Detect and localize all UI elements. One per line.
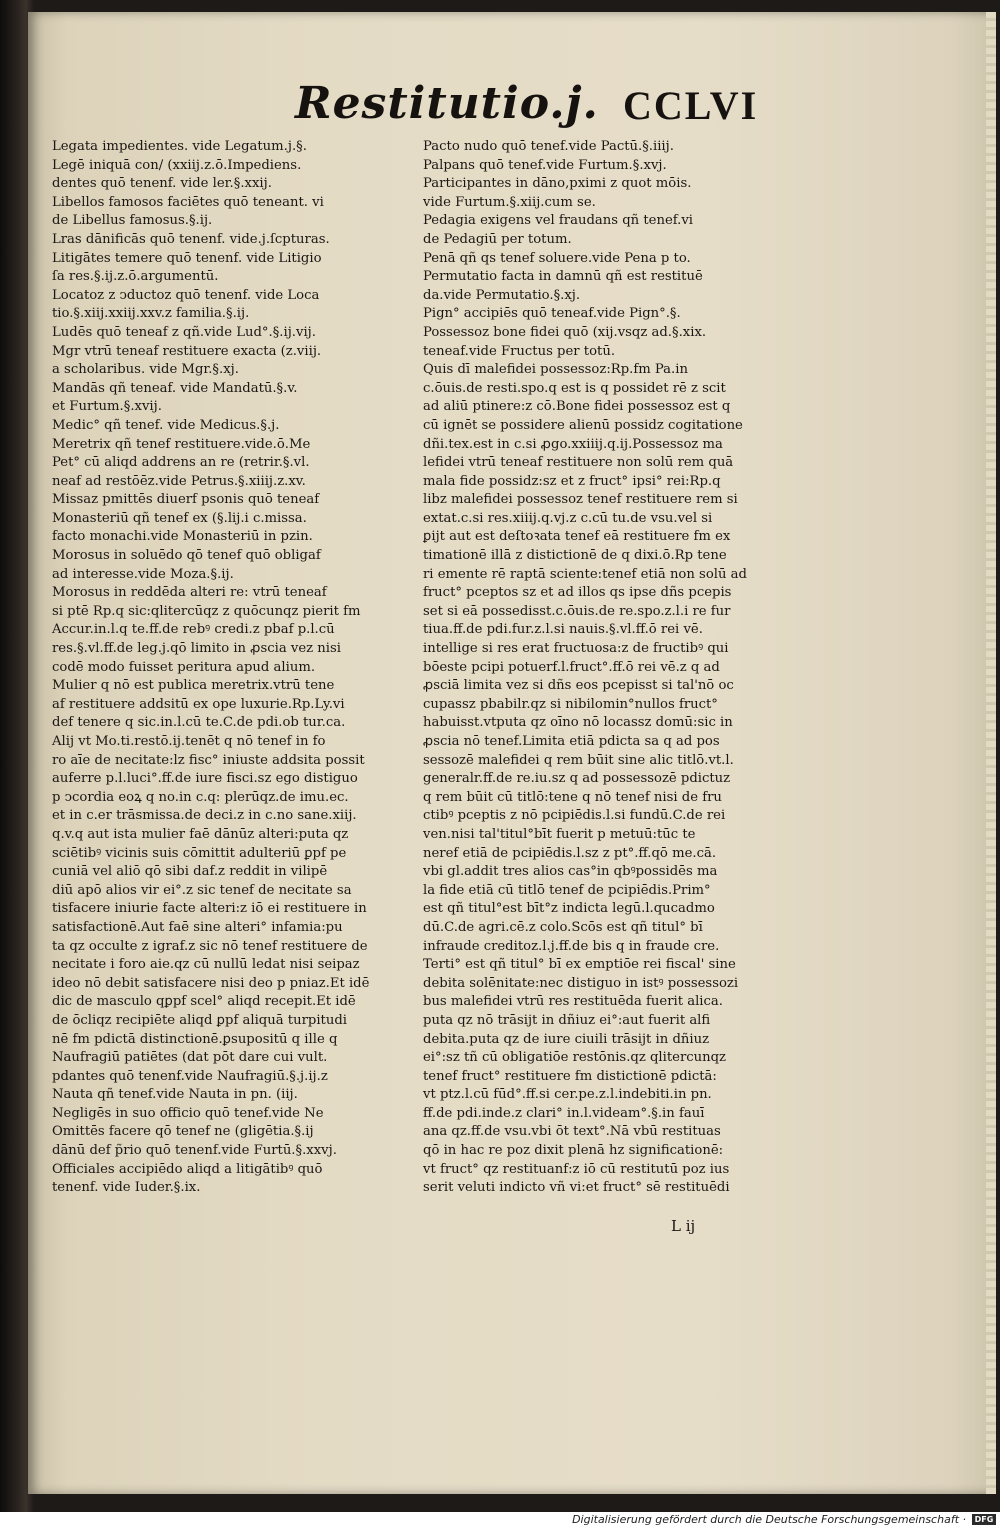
text-line: Alij vt Mo.ti.restō.ij.tenēt q nō tenef in fo [52,734,326,749]
right-column [423,138,768,1198]
text-line: et Furtum.§.xvij. [52,399,162,415]
text-line: sciētibꝰ vicinis suis cōmittit adulteriū ꝑpf pe [52,845,347,861]
text-line: si ptē Rp.q sic:qlitercūqz z quōcunqz pierit fm [52,603,361,619]
signature-mark: L ij [671,1217,696,1235]
folio-number: CCLVI [623,83,759,128]
left-column [52,138,427,1198]
text-line: fruct° pceptos sz et ad illos qs ipse dñs pcepis [423,585,732,601]
text-line: qō in hac re poz dixit plenā hz significationē: [423,1143,724,1159]
dfg-logo: DFG [972,1514,996,1525]
text-line: cū ignēt se possidere alienū possidz cogitatione [423,417,743,433]
text-line: vbi gl.addit tres alios cas°in qbꝰpossidēs ma [423,864,718,880]
text-line: Morosus in soluēdo qō tenef quō obligaf [52,548,321,564]
text-line: Negligēs in suo officio quō tenef.vide Ne [52,1105,324,1121]
text-line: dñi.tex.est in c.si ꝓgo.xxiiij.q.ij.Possessoz ma [423,436,723,452]
text-line: c.ōuis.de resti.spo.q est is q possidet rē z scit [423,380,726,396]
text-line: ei°:sz tñ cū obligatiōe restōnis.qz qlitercunqz [423,1050,727,1066]
text-line: Pign° accipiēs quō teneaf.vide Pign°.§. [423,306,681,322]
text-line: de ōcliqz recipiēte aliqd ꝑpf aliquā turpitudi [52,1012,348,1028]
text-line: libz malefidei possessoz tenef restituere rem si [423,492,738,508]
text-line: p ↄcordia eoꝝ q no.in c.q: plerūqz.de imu.ec. [52,789,349,805]
text-line: q rem būit cū titlō:tene q nō tenef nisi de fru [423,789,722,805]
text-line: Terti° est qñ titul° bī ex emptiōe rei fiscal' sine [423,957,736,973]
text-line: Mandās qñ teneaf. vide Mandatū.§.v. [52,380,298,396]
text-line: Penā qñ qs tenef soluere.vide Pena p to. [423,250,691,266]
text-line: Omittēs facere qō tenef ne (gligētia.§.ij [52,1124,314,1140]
text-line: Nauta qñ tenef.vide Nauta in pn. (iij. [52,1087,298,1103]
text-line: dic de masculo qꝑpf scel° aliqd recepit.Et idē [52,994,356,1010]
text-line: ven.nisi tal'titul°bīt fuerit p metuū:tūc te [423,826,696,842]
text-line: Pet° cū aliqd addrens an re (retrir.§.vl. [52,455,310,471]
text-line: tiua.ff.de pdi.fur.z.l.si nauis.§.vl.ff.ō rei vē. [423,622,703,638]
text-line: Mulier q nō est publica meretrix.vtrū tene [52,678,335,694]
text-line: dū.C.de agri.cē.z colo.Scōs est qñ titul° bī [423,919,703,935]
text-line: habuisst.vtputa qz oīno nō locassz domū:sic in [423,715,733,731]
text-line: satisfactionē.Aut faē sine alteri° infamia:pu [52,919,343,935]
text-line: Pedagia exigens vel fraudans qñ tenef.vi [423,213,694,229]
text-line: da.vide Permutatio.§.xj. [423,287,581,303]
text-line: Medic° qñ tenef. vide Medicus.§.j. [52,417,280,433]
text-line: lefidei vtrū teneaf restituere non solū rem quā [423,455,734,471]
footer-bar [0,1512,1000,1527]
text-line: set si eā possedisst.c.ōuis.de re.spo.z.l.i re fur [423,603,731,619]
text-line: Locatoz z ↄductoz quō tenenf. vide Loca [52,287,320,303]
text-line: Possessoz bone fidei quō (xij.vsqz ad.§.xix. [423,324,707,340]
text-line: debita.puta qz de iure ciuili trāsijt in dñiuz [423,1031,710,1047]
text-line: ꝓscia nō tenef.Limita etiā pdicta sa q ad pos [423,734,720,749]
text-line: ff.de pdi.inde.z clari° in.l.videam°.§.in fauī [423,1105,705,1121]
text-line: def tenere q sic.in.l.cū te.C.de pdi.ob tur.ca. [52,715,346,731]
text-line: debita solēnitate:nec distiguo in istꝰ possessozi [423,975,739,991]
text-line: Monasteriū qñ tenef ex (§.lij.i c.missa. [52,510,307,526]
text-line: Morosus in reddēda alteri re: vtrū teneaf [52,585,327,601]
text-line: Libellos famosos faciētes quō teneant. vi [52,194,324,210]
text-line: ana qz.ff.de vsu.vbi ōt text°.Nā vbū restituas [423,1124,721,1140]
page-header [28,78,990,138]
text-line: ri emente rē raptā sciente:tenef etiā non solū ad [423,566,747,582]
text-line: dentes quō tenenf. vide ler.§.xxij. [52,176,272,192]
text-line: generalr.ff.de re.iu.sz q ad possessozē pdictuz [423,771,731,787]
text-line: timationē illā z distictionē de q dixi.ō.Rp tene [423,548,727,564]
text-line: ad aliū ptinere:z cō.Bone fidei possessoz est q [423,399,731,415]
text-line: Accur.in.l.q te.ff.de rebꝰ credi.z pbaf p.l.cū [52,622,335,638]
text-line: infraude creditoz.l.j.ff.de bis q in fraude cre. [423,938,720,954]
text-line: et in c.er trāsmissa.de deci.z in c.no sane.xiij. [52,808,357,824]
running-title: Restitutio.j. [295,78,599,129]
text-line: tenef fruct° restituere fm distictionē pdictā: [423,1068,717,1084]
text-line: Missaz pmittēs diuerf psonis quō teneaf [52,492,320,508]
text-line: ad interesse.vide Moza.§.ij. [52,566,234,582]
text-line: de Libellus famosus.§.ij. [52,213,213,229]
text-line: sessozē malefidei q rem būit sine alic titlō.vt.l. [423,752,734,768]
text-line: serit veluti indicto vñ vi:et fruct° sē restituēdi [423,1180,730,1196]
text-line: ſa res.§.ij.z.ō.argumentū. [52,269,219,285]
text-line: vt fruct° qz restituanf:z iō cū restitutū poz ius [423,1161,730,1177]
text-line: Officiales accipiēdo aliqd a litigātibꝰ quō [52,1161,323,1177]
text-line: pdantes quō tenenf.vide Naufragiū.§.j.ij.z [52,1068,328,1084]
text-line: tio.§.xiij.xxiij.xxv.z familia.§.ij. [52,306,250,322]
text-line: Litigātes temere quō tenenf. vide Litigio [52,250,322,266]
text-line: necitate i foro aie.qz cū nullū ledat nisi seipaz [52,957,360,973]
text-line: ctibꝰ pceptis z nō pcipiēdis.l.si fundū.C.de rei [423,808,726,824]
text-line: facto monachi.vide Monasteriū in pzin. [52,529,313,545]
text-line: puta qz nō trāsijt in dñiuz ei°:aut fuerit alfi [423,1012,711,1028]
text-line: Mgr vtrū teneaf restituere exacta (z.viij. [52,343,322,359]
text-line: ideo nō debit satisfacere nisi deo p pniaz.Et idē [52,975,370,991]
text-line: est qñ titul°est bīt°z indicta legū.l.qucadmo [423,901,715,917]
text-line: cuniā vel aliō qō sibi daf.z reddit in vilipē [52,864,328,880]
text-line: af restituere addsitū ex ope luxurie.Rp.Ly.vi [52,696,345,712]
text-line: Participantes in dāno,pximi z quot mōis. [423,176,692,192]
text-line: diū apō alios vir ei°.z sic tenef de necitate sa [52,882,352,898]
text-line: teneaf.vide Fructus per totū. [423,343,616,359]
text-line: tenenf. vide Iuder.§.ix. [52,1180,201,1196]
text-line: Lras dānificās quō tenenf. vide.j.ſcpturas. [52,231,330,247]
text-line: Quis dī malefidei possessoz:Rp.fm Pa.in [423,362,688,378]
text-line: mala fide possidz:sz et z fruct° ipsi° rei:Rp.q [423,473,721,489]
text-line: nē fm pdictā distinctionē.ꝑsupositū q ille q [52,1031,338,1047]
text-line: la fide etiā cū titlō tenef de pcipiēdis.Prim° [423,882,711,898]
text-line: ꝓsciā limita vez si dñs eos pcepisst si tal'nō oc [423,678,734,694]
text-line: dānū def p̃rio quō tenenf.vide Furtū.§.xxvj. [52,1143,337,1159]
text-line: res.§.vl.ff.de leg.j.qō limito in ꝓscia vez nisi [52,641,341,657]
text-line: Meretrix qñ tenef restituere.vide.ō.Me [52,436,311,452]
text-line: Permutatio facta in damnū qñ est restituē [423,269,703,285]
text-line: q.v.q aut ista mulier faē dānūz alteri:puta qz [52,826,349,842]
text-line: Ludēs quō teneaf z qñ.vide Lud°.§.ij.vij. [52,324,316,340]
text-line: bōeste pcipi potuerf.l.fruct°.ff.ō rei vē.z q ad [423,659,720,675]
text-line: codē modo fuisset peritura apud alium. [52,659,316,675]
text-line: de Pedagiū per totum. [423,231,572,247]
text-line: ro aīe de necitate:lz fisc° iniuste addsita possit [52,752,365,768]
text-line: Pacto nudo quō tenef.vide Pactū.§.iiij. [423,139,674,154]
text-line: Legē iniquā con∕ (xxiij.z.ō.Impediens. [52,157,302,173]
text-line: neaf ad restōēz.vide Petrus.§.xiiij.z.xv. [52,473,306,489]
text-line: ta qz occulte z igraf.z sic nō tenef restituere de [52,938,368,954]
text-line: vide Furtum.§.xiij.cum se. [423,194,596,210]
text-line: vt ptz.l.cū fūd°.ff.si cer.pe.z.l.indebiti.in pn. [423,1087,712,1103]
text-line: neref etiā de pcipiēdis.l.sz z pt°.ff.qō me.cā. [423,845,717,861]
text-line: auferre p.l.luci°.ff.de iure fisci.sz ego distiguo [52,771,358,787]
text-line: Palpans quō tenef.vide Furtum.§.xvj. [423,157,667,173]
text-line: bus malefidei vtrū res restituēda fuerit alica. [423,994,723,1010]
text-line: a scholaribus. vide Mgr.§.xj. [52,362,239,378]
book-page [28,12,990,1494]
text-line: tisfacere iniurie facte alteri:z iō ei restituere in [52,901,367,917]
text-line: intellige si res erat fructuosa:z de fructibꝰ qui [423,641,729,657]
text-line: extat.c.si res.xiiij.q.vj.z c.cū tu.de vsu.vel si [423,510,713,526]
digitization-credit: Digitalisierung gefördert durch die Deutsche Forschungsgemeinschaft · [572,1513,966,1526]
text-line: Naufragiū patiētes (dat pōt dare cui vult. [52,1050,328,1066]
text-line: cupassz pbabilr.qz si nibilomin°nullos fruct° [423,696,718,712]
text-line: Legata impedientes. vide Legatum.j.§. [52,139,307,154]
text-line: ꝑijt aut est deſtoꝛata tenef eā restituere fm ex [423,529,731,545]
